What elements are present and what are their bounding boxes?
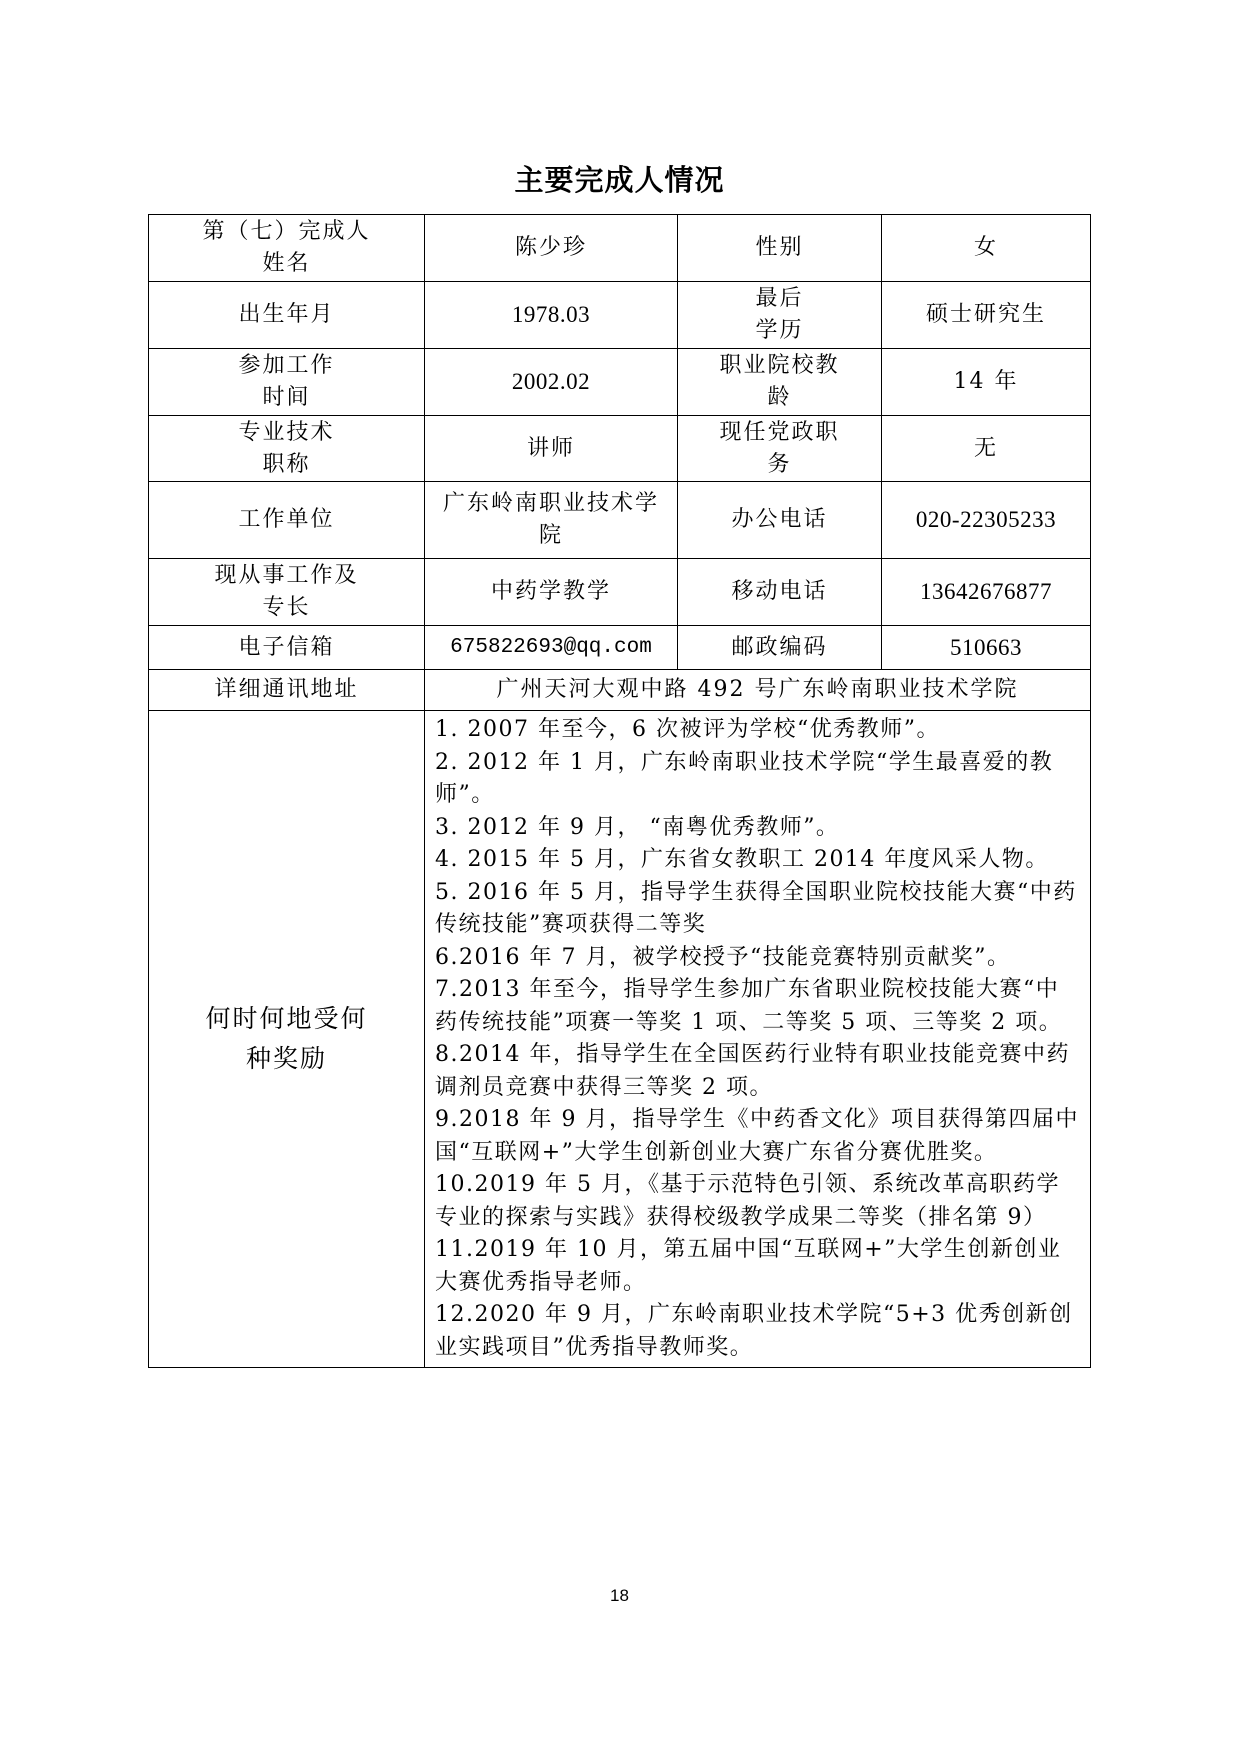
- teaching-years-value: 14 年: [882, 349, 1091, 416]
- award-item: 7.2013 年至今，指导学生参加广东省职业院校技能大赛“中药传统技能”项赛一等奖 1 项、二等奖 5 项、三等奖 2 项。: [435, 977, 1063, 1035]
- work-start-label: 参加工作时间: [149, 349, 425, 416]
- office-phone-label: 办公电话: [678, 482, 882, 559]
- award-item: 10.2019 年 5 月，《基于示范特色引领、系统改革高职药学专业的探索与实践》获得校级教学成果二等奖（排名第 9）: [435, 1172, 1060, 1230]
- mobile-value: 13642676877: [882, 559, 1091, 626]
- position-label: 现任党政职务: [678, 416, 882, 482]
- award-item: 5. 2016 年 5 月，指导学生获得全国职业院校技能大赛“中药传统技能”赛项获得二等奖: [435, 879, 1077, 937]
- info-table: [148, 214, 1091, 1368]
- gender-value: 女: [882, 215, 1091, 282]
- name-value: 陈少珍: [425, 215, 678, 282]
- email-label: 电子信箱: [149, 626, 425, 670]
- unit-label: 工作单位: [149, 482, 425, 559]
- teaching-years-label: 职业院校教龄: [678, 349, 882, 416]
- unit-value: 广东岭南职业技术学院: [425, 482, 678, 559]
- postcode-label: 邮政编码: [678, 626, 882, 670]
- award-item: 8.2014 年，指导学生在全国医药行业特有职业技能竞赛中药调剂员竞赛中获得三等奖 2 项。: [435, 1042, 1070, 1100]
- mobile-label: 移动电话: [678, 559, 882, 626]
- title-value: 讲师: [425, 416, 678, 482]
- award-item: 2. 2012 年 1 月，广东岭南职业技术学院“学生最喜爱的教师”。: [435, 749, 1054, 807]
- email-value: 675822693@qq.com: [425, 626, 678, 670]
- birth-value: 1978.03: [425, 282, 678, 349]
- awards-list: [425, 711, 1091, 1368]
- work-label: 现从事工作及专长: [149, 559, 425, 626]
- education-value: 硕士研究生: [882, 282, 1091, 349]
- office-phone-value: 020-22305233: [882, 482, 1091, 559]
- education-label: 最后学历: [678, 282, 882, 349]
- work-start-value: 2002.02: [425, 349, 678, 416]
- awards-label: 何时何地受何种奖励: [149, 711, 425, 1368]
- page-number: 18: [610, 1586, 629, 1605]
- name-label: 第（七）完成人姓名: [149, 215, 425, 282]
- award-item: 11.2019 年 10 月，第五届中国“互联网+”大学生创新创业大赛优秀指导老师。: [435, 1237, 1062, 1295]
- address-value: 广州天河大观中路 492 号广东岭南职业技术学院: [425, 670, 1091, 711]
- gender-label: 性别: [678, 215, 882, 282]
- title-label: 专业技术职称: [149, 416, 425, 482]
- award-item: 12.2020 年 9 月，广东岭南职业技术学院“5+3 优秀创新创业实践项目”优秀指导教师奖。: [435, 1302, 1073, 1360]
- page-title: 主要完成人情况: [514, 163, 725, 197]
- award-item: 6.2016 年 7 月，被学校授予“技能竞赛特别贡献奖”。: [435, 944, 1011, 970]
- award-item: 1. 2007 年至今，6 次被评为学校“优秀教师”。: [435, 717, 940, 742]
- work-value: 中药学教学: [425, 559, 678, 626]
- award-item: 4. 2015 年 5 月，广东省女教职工 2014 年度风采人物。: [435, 847, 1049, 872]
- address-label: 详细通讯地址: [149, 670, 425, 711]
- postcode-value: 510663: [882, 626, 1091, 670]
- award-item: 9.2018 年 9 月，指导学生《中药香文化》项目获得第四届中国“互联网+”大学生创新创业大赛广东省分赛优胜奖。: [435, 1107, 1079, 1165]
- birth-label: 出生年月: [149, 282, 425, 349]
- position-value: 无: [882, 416, 1091, 482]
- award-item: 3. 2012 年 9 月， “南粤优秀教师”。: [435, 814, 840, 840]
